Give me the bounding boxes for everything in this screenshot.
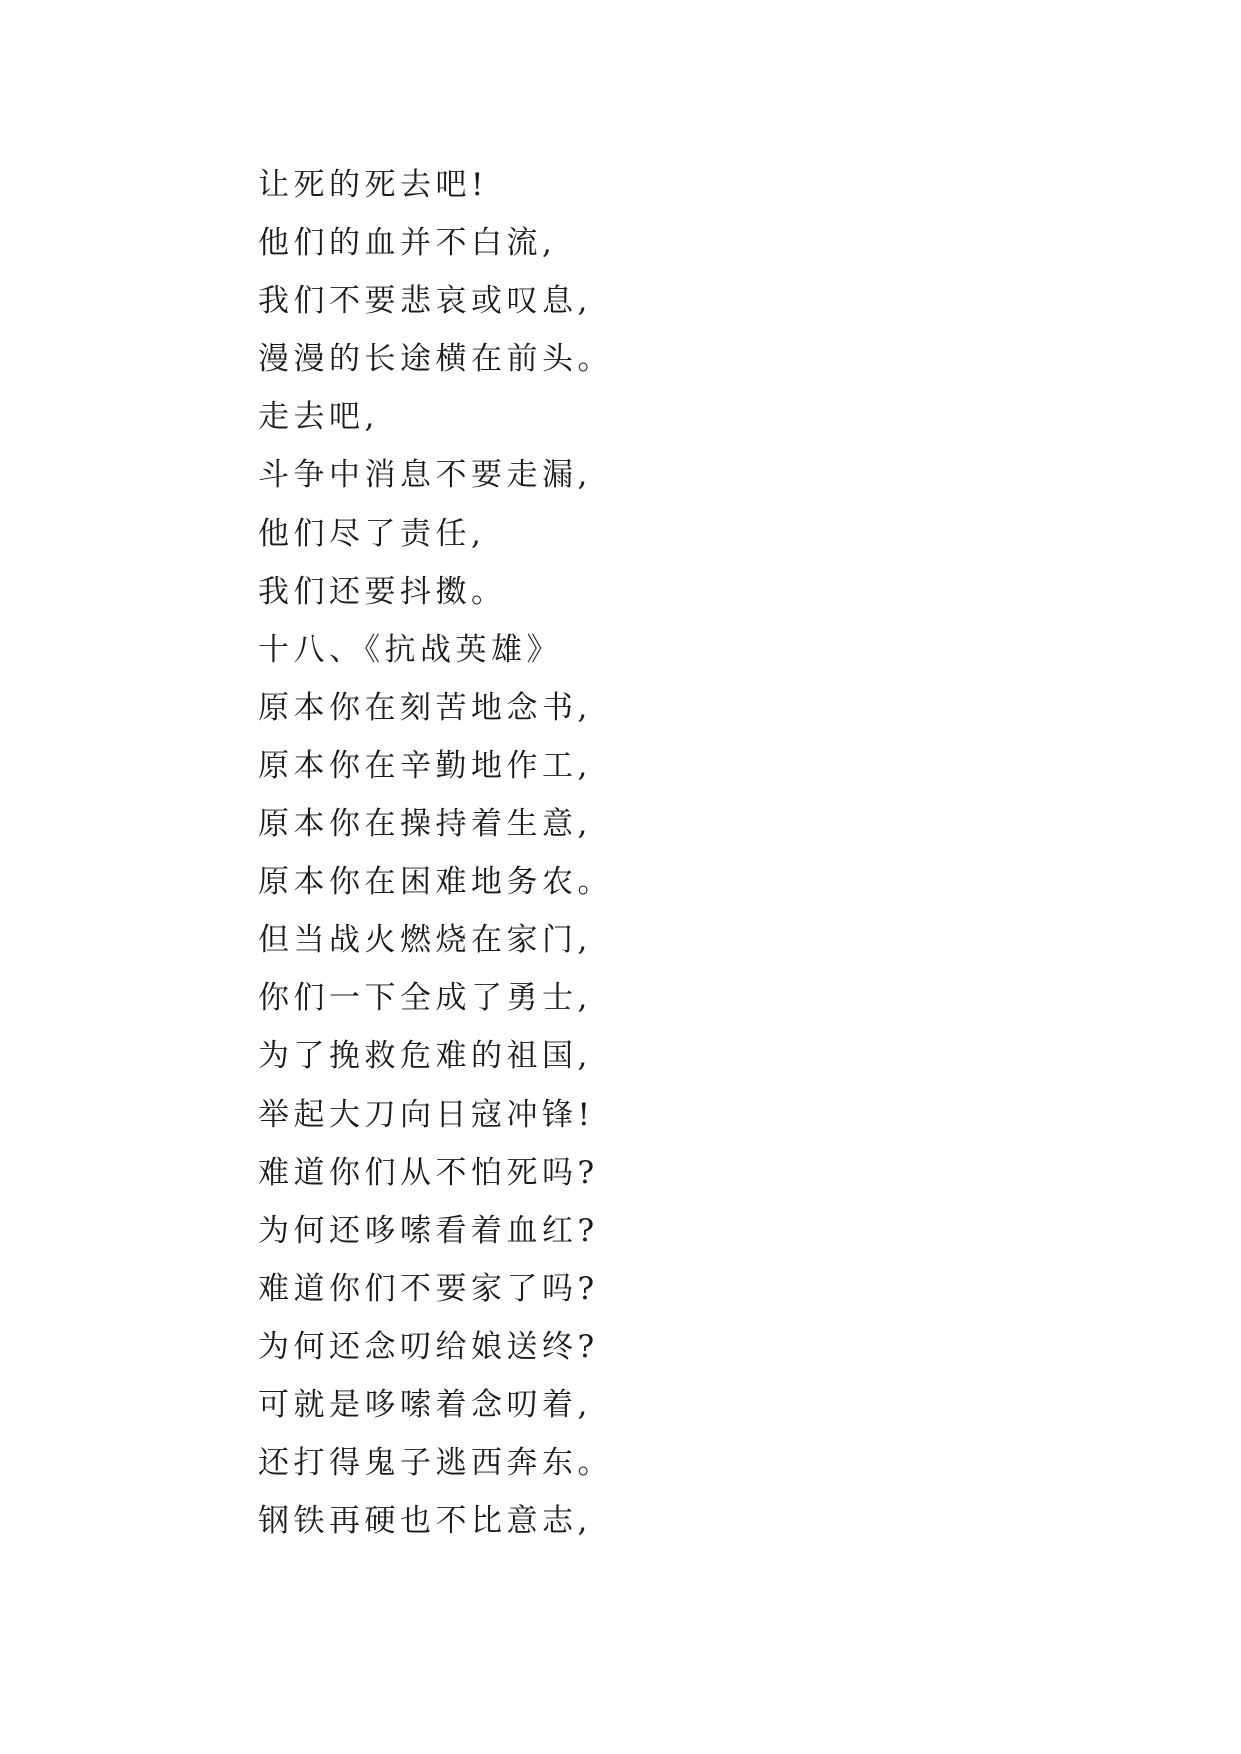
- text-line: 我们不要悲哀或叹息,: [258, 283, 592, 320]
- text-line: 我们还要抖擞。: [258, 573, 507, 610]
- text-line: 为何还念叨给娘送终?: [258, 1328, 599, 1365]
- text-line: 难道你们不要家了吗?: [258, 1270, 599, 1307]
- poem-text: [258, 156, 1018, 1550]
- text-line: 为何还哆嗦看着血红?: [258, 1212, 599, 1249]
- text-line: 走去吧,: [258, 399, 379, 436]
- text-line: 他们的血并不白流,: [258, 225, 557, 262]
- section-heading: 十八、《抗战英雄》: [258, 631, 562, 668]
- text-line: 他们尽了责任,: [258, 515, 486, 552]
- text-line: 难道你们从不怕死吗?: [258, 1154, 599, 1191]
- text-line: 举起大刀向日寇冲锋!: [258, 1096, 595, 1133]
- text-line: 斗争中消息不要走漏,: [258, 457, 592, 494]
- text-line: 还打得鬼子逃西奔东。: [258, 1445, 613, 1482]
- text-line: 原本你在困难地务农。: [258, 864, 613, 901]
- text-line: 漫漫的长途横在前头。: [258, 341, 613, 378]
- text-line: 你们一下全成了勇士,: [258, 980, 592, 1017]
- text-line: 可就是哆嗦着念叨着,: [258, 1386, 592, 1423]
- text-line: 为了挽救危难的祖国,: [258, 1038, 592, 1075]
- text-line: 原本你在刻苦地念书,: [258, 689, 592, 726]
- text-line: 让死的死去吧!: [258, 167, 488, 203]
- text-line: 钢铁再硬也不比意志,: [258, 1503, 592, 1540]
- text-line: 原本你在辛勤地作工,: [258, 747, 592, 784]
- text-line: 原本你在操持着生意,: [258, 806, 592, 843]
- text-line: 但当战火燃烧在家门,: [258, 922, 592, 959]
